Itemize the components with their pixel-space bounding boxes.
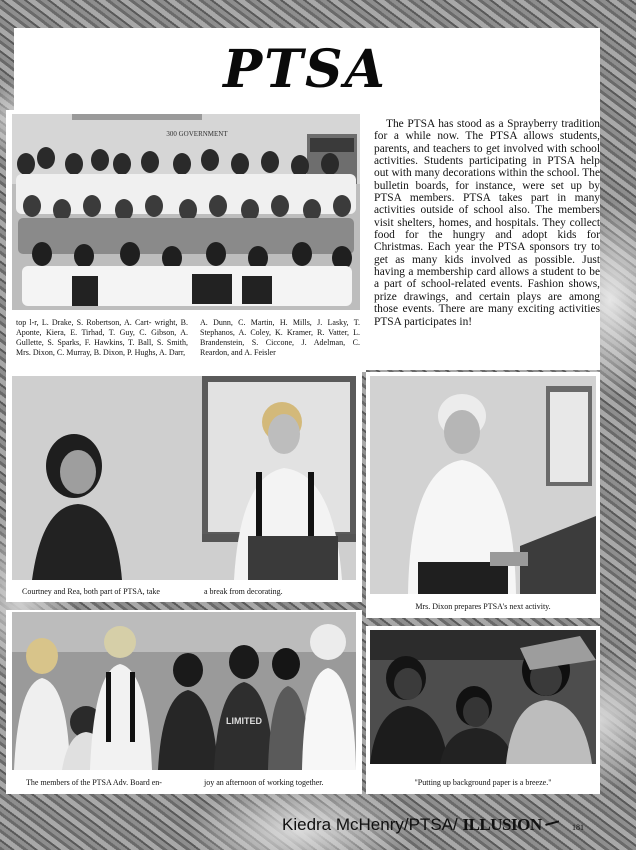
board-photo [12,612,356,770]
byline-text: Kiedra McHenry/PTSA/ [282,815,458,834]
classroom-sign: 300 GOVERNMENT [166,130,228,138]
dixon-caption: Mrs. Dixon prepares PTSA's next activity. [415,602,551,611]
group-caption-left: top l-r, L. Drake, S. Robertson, A. Cart- wright, B. Aponte, Kiera, E. Tirhad, T. Guy, C. Gibson, A. Gullette, S. Sparks, F. Hawkins, T. Ball, S. Smith, Mrs. Dixon, C. Murray, B. Dixon, P. Hughs, A. Darr, [16,318,188,357]
decorating-caption-right: a break from decorating. [204,587,283,596]
footer-byline [282,815,560,835]
dixon-photo [370,376,596,594]
decorating-caption-left: Courtney and Rea, both part of PTSA, take [22,587,160,596]
breeze-photo [370,630,596,764]
board-caption-left: The members of the PTSA Adv. Board en- [26,778,162,787]
article-body: The PTSA has stood as a Sprayberry tradition for a while now. The PTSA allows students, parents, and teachers to get involved with school activities. Students participating in PTSA help out with many decorations within the school. The bulletin boards, for instance, were set up by PTSA members. PTSA takes part in many activities outside of school also. The members visit shelters, homes, and hospitals. They collect food for the hungry and adopt kids for Christmas. Each year the PTSA sponsors try to get as many kids involved as possible. Just having a membership card allows a student to be a part of school-related events. Fashion shows, prize drawings, and certain plays are among those events. There are many exciting activities PTSA participates in! [374,118,600,328]
brand-swoosh-icon [546,820,562,831]
breeze-caption: "Putting up background paper is a breeze." [414,778,552,787]
group-caption-right: A. Dunn, C. Martin, H. Mills, J. Lasky, T. Stephanos, A. Coley, K. Kramer, R. Vatter, L. Brandenstein, S. Ciccone, J. Adelman, C. Reardon, and A. Feisler [200,318,360,357]
board-caption-right: joy an afternoon of working together. [204,778,324,787]
page-title: PTSA [223,39,387,100]
yearbook-brand: ILLUSION [462,815,542,834]
shirt-lettering: LIMITED [226,716,262,726]
decorating-photo [12,376,356,580]
group-photo [12,114,360,310]
page-number: 181 [572,823,584,832]
